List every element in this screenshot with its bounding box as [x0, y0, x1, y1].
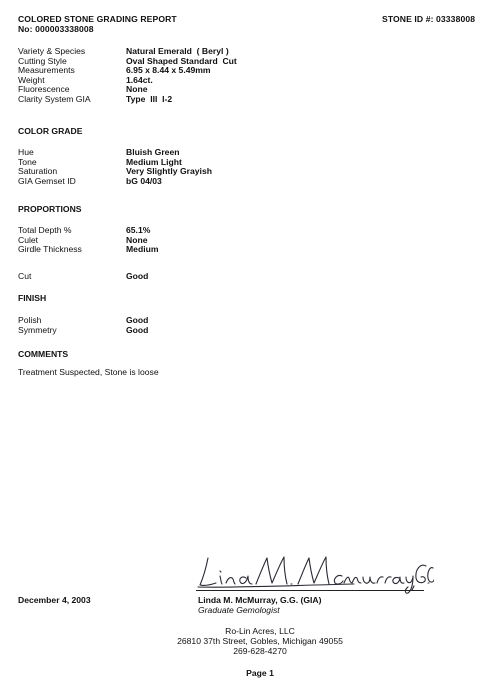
- comments-heading: COMMENTS: [18, 349, 69, 359]
- finish-labels: [18, 316, 57, 335]
- report-date: December 4, 2003: [18, 595, 91, 605]
- finish-heading: FINISH: [18, 293, 47, 303]
- symmetry-value: Good: [126, 324, 149, 335]
- hue-value: Bluish Green: [126, 147, 180, 157]
- gemset-label: GIA Gemset ID: [18, 175, 76, 186]
- signer-name: Linda M. McMurray, G.G. (GIA): [198, 595, 322, 605]
- measurements-label: Measurements: [18, 65, 75, 76]
- cut-value: Good: [126, 271, 149, 281]
- proportions-values: [126, 226, 158, 255]
- page-number: Page 1: [246, 668, 274, 678]
- proportions-heading: PROPORTIONS: [18, 204, 82, 214]
- identification-labels: [18, 47, 91, 105]
- culet-label: Culet: [18, 234, 39, 245]
- proportions-labels: [18, 226, 82, 255]
- fluorescence-value: None: [126, 84, 148, 95]
- symmetry-label: Symmetry: [18, 324, 57, 335]
- tone-label: Tone: [18, 156, 37, 167]
- signer-title: Graduate Gemologist: [198, 605, 280, 615]
- clarity-label: Clarity System GIA: [18, 93, 91, 104]
- culet-value: None: [126, 234, 148, 245]
- clarity-value: Type III I-2: [126, 93, 173, 104]
- weight-label: Weight: [18, 74, 45, 85]
- color-grade-values: [126, 148, 212, 186]
- variety-label: Variety & Species: [18, 46, 86, 56]
- finish-values: [126, 316, 148, 335]
- company-phone: 269-628-4270: [233, 646, 287, 656]
- color-grade-labels: [18, 148, 76, 186]
- girdle-value: Medium: [126, 244, 159, 255]
- report-number: No: 000003338008: [18, 24, 94, 34]
- company-address: 26810 37th Street, Gobles, Michigan 49055: [177, 636, 343, 646]
- total-depth-label: Total Depth %: [18, 225, 72, 235]
- signature-line: [196, 590, 424, 591]
- stone-id: STONE ID #: 03338008: [382, 14, 476, 24]
- saturation-label: Saturation: [18, 166, 58, 177]
- report-title: COLORED STONE GRADING REPORT: [18, 14, 177, 24]
- comments-text: Treatment Suspected, Stone is loose: [18, 367, 159, 377]
- saturation-value: Very Slightly Grayish: [126, 166, 212, 177]
- measurements-value: 6.95 x 8.44 x 5.49mm: [126, 65, 211, 76]
- gemset-value: bG 04/03: [126, 175, 162, 186]
- identification-values: [126, 47, 237, 105]
- color-grade-heading: COLOR GRADE: [18, 126, 83, 136]
- fluorescence-label: Fluorescence: [18, 84, 70, 95]
- girdle-label: Girdle Thickness: [18, 244, 82, 255]
- cutting-style-label: Cutting Style: [18, 55, 67, 66]
- tone-value: Medium Light: [126, 156, 182, 167]
- handwritten-signature: [194, 552, 434, 594]
- polish-value: Good: [126, 315, 149, 325]
- cutting-style-value: Oval Shaped Standard Cut: [126, 55, 237, 66]
- total-depth-value: 65.1%: [126, 225, 151, 235]
- cut-label: Cut: [18, 271, 32, 281]
- weight-value: 1.64ct.: [126, 74, 153, 85]
- variety-value: Natural Emerald ( Beryl ): [126, 46, 229, 56]
- hue-label: Hue: [18, 147, 34, 157]
- polish-label: Polish: [18, 315, 42, 325]
- company-name: Ro-Lin Acres, LLC: [225, 626, 295, 636]
